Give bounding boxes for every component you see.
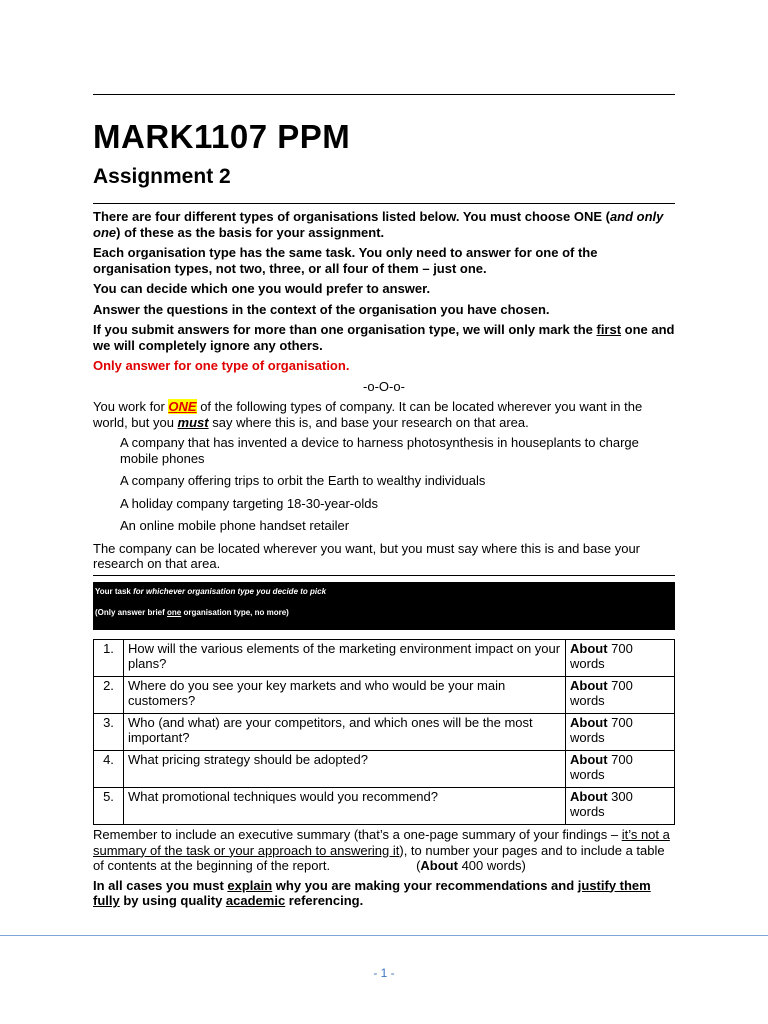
- final-instruction: In all cases you must explain why you are making your recommendations and justify them fully by using quality academic referencing.: [93, 877, 651, 908]
- location-note: The company can be located wherever you want, but you must say where this is and base your research on that area.: [93, 540, 641, 571]
- top-rule: [93, 94, 675, 95]
- table-row: [94, 677, 675, 714]
- table-row: [94, 640, 675, 677]
- intro-paragraph-1: There are four different types of organisations listed below. You must choose ONE (and only one) of these as the basis for your assignment.: [93, 209, 664, 240]
- intro-paragraph-2: Each organisation type has the same task. You only need to answer for one of the organisation types, not two, three, or all four of them – just one.: [93, 245, 598, 276]
- table-row: [94, 714, 675, 751]
- question-text: Where do you see your key markets and who would be your main customers?: [124, 677, 566, 714]
- task-box-line-2: (Only answer brief one organisation type, no more): [95, 608, 289, 617]
- executive-summary-note: Remember to include an executive summary (that’s a one-page summary of your findings – it’s not a summary of the task or your approach to answering it), to number your pages and to include a table of contents at the beginning of the report. (About 400 words): [93, 827, 670, 873]
- document-title: MARK1107 PPM: [93, 118, 351, 155]
- subtitle-rule: [93, 203, 675, 204]
- task-box-line-1: Your task for whichever organisation type you decide to pick: [95, 587, 327, 596]
- intro-paragraph-5: If you submit answers for more than one organisation type, we will only mark the first one and we will completely ignore any others.: [93, 322, 675, 353]
- warning-text: Only answer for one type of organisation.: [93, 358, 350, 373]
- footer-rule: [0, 935, 768, 936]
- questions-table: [93, 639, 675, 825]
- word-count: About 700 words: [566, 640, 675, 677]
- intro-section: [93, 209, 675, 577]
- question-number: 1.: [94, 640, 124, 677]
- task-box: [93, 582, 675, 630]
- word-count: About 700 words: [566, 714, 675, 751]
- question-number: 2.: [94, 677, 124, 714]
- company-option: An online mobile phone handset retailer: [120, 518, 350, 533]
- table-row: [94, 751, 675, 788]
- company-option: A company that has invented a device to harness photosynthesis in houseplants to charge mobile phones: [120, 435, 639, 466]
- question-text: What promotional techniques would you recommend?: [124, 788, 566, 825]
- intro-paragraph-4: Answer the questions in the context of the organisation you have chosen.: [93, 301, 550, 317]
- word-count: About 700 words: [566, 751, 675, 788]
- question-text: Who (and what) are your competitors, and which ones will be the most important?: [124, 714, 566, 751]
- question-number: 5.: [94, 788, 124, 825]
- question-text: How will the various elements of the marketing environment impact on your plans?: [124, 640, 566, 677]
- question-number: 3.: [94, 714, 124, 751]
- closing-section: [93, 827, 675, 913]
- word-count: About 300 words: [566, 788, 675, 825]
- word-count: About 700 words: [566, 677, 675, 714]
- company-option: A company offering trips to orbit the Earth to wealthy individuals: [120, 473, 486, 488]
- company-option: A holiday company targeting 18-30-year-olds: [120, 495, 378, 511]
- table-row: [94, 788, 675, 825]
- company-instructions: You work for ONE of the following types of company. It can be located wherever you want in the world, but you must say where this is, and base your research on that area.: [93, 399, 643, 430]
- intro-paragraph-3: You can decide which one you would prefer to answer.: [93, 281, 431, 296]
- separator: -o-O-o-: [363, 378, 405, 394]
- question-text: What pricing strategy should be adopted?: [124, 751, 566, 788]
- document-subtitle: Assignment 2: [93, 165, 231, 188]
- question-number: 4.: [94, 751, 124, 788]
- summary-word-count: (About 400 words): [416, 858, 526, 873]
- mid-rule: [93, 575, 675, 576]
- page-number: - 1 -: [373, 966, 395, 980]
